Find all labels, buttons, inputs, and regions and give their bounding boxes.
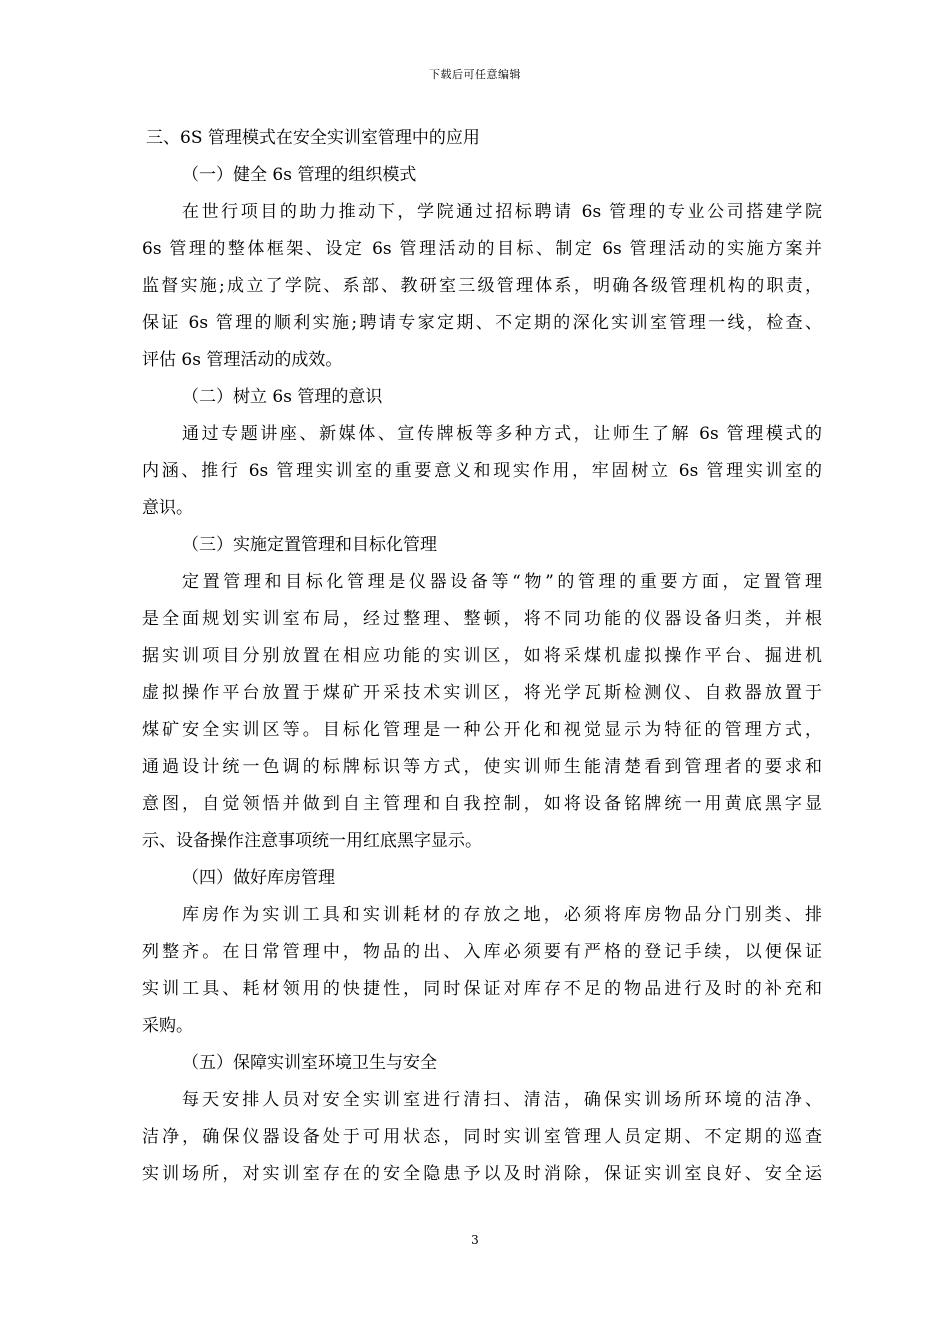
subsection-5 <box>142 1045 822 1193</box>
subsection-1 <box>142 157 822 379</box>
text-line: 库房作为实训工具和实训耗材的存放之地，必须将库房物品分门别类、排 <box>182 905 822 925</box>
subsection-3 <box>142 527 822 860</box>
document-body <box>142 120 822 1193</box>
text-line: 意图，自觉领悟并做到自主管理和自我控制，如将设备铭牌统一用黄底黑字显 <box>142 794 822 814</box>
text-line: 每天安排人员对安全实训室进行清扫、清洁，确保实训场所环境的洁净、 <box>182 1090 822 1110</box>
text-line: 保证 6s 管理的顺利实施;聘请专家定期、不定期的深化实训室管理一线，检查、 <box>142 313 822 333</box>
subsection-heading: （三）实施定置管理和目标化管理 <box>182 535 437 555</box>
subsection-4 <box>142 860 822 1045</box>
page-header: 下载后可任意编辑 <box>429 68 521 81</box>
page-number: 3 <box>471 1233 479 1247</box>
subsection-heading: （五）保障实训室环境卫生与安全 <box>182 1053 437 1073</box>
text-line: 示、设备操作注意事项统一用红底黑字显示。 <box>142 831 482 851</box>
section-title: 三、6S 管理模式在安全实训室管理中的应用 <box>146 128 480 148</box>
text-line: 评估 6s 管理活动的成效。 <box>142 350 343 370</box>
subsection-heading: （一）健全 6s 管理的组织模式 <box>182 165 417 185</box>
paragraph <box>142 564 822 860</box>
text-line: 洁净，确保仪器设备处于可用状态，同时实训室管理人员定期、不定期的巡查 <box>142 1127 822 1147</box>
paragraph <box>142 897 822 1045</box>
paragraph <box>142 1082 822 1193</box>
text-line: 内涵、推行 6s 管理实训室的重要意义和现实作用，牢固树立 6s 管理实训室的 <box>142 461 822 481</box>
paragraph <box>142 416 822 527</box>
text-line: 监督实施;成立了学院、系部、教研室三级管理体系，明确各级管理机构的职责， <box>142 276 822 296</box>
text-line: 实训工具、耗材领用的快捷性，同时保证对库存不足的物品进行及时的补充和 <box>142 979 822 999</box>
text-line: 据实训项目分别放置在相应功能的实训区，如将采煤机虚拟操作平台、掘进机 <box>142 646 822 666</box>
text-line: 是全面规划实训室布局，经过整理、整顿，将不同功能的仪器设备归类，并根 <box>142 609 822 629</box>
subsection-heading: （二）树立 6s 管理的意识 <box>182 387 383 407</box>
text-line: 通過设计统一色调的标牌标识等方式，使实训师生能清楚看到管理者的要求和 <box>142 757 822 777</box>
subsection-2 <box>142 379 822 527</box>
text-line: 6s 管理的整体框架、设定 6s 管理活动的目标、制定 6s 管理活动的实施方案并 <box>142 239 822 259</box>
text-line: 在世行项目的助力推动下，学院通过招标聘请 6s 管理的专业公司搭建学院 <box>182 202 822 222</box>
subsection-heading: （四）做好库房管理 <box>182 868 335 888</box>
text-line: 实训场所，对实训室存在的安全隐患予以及时消除，保证实训室良好、安全运 <box>142 1164 822 1184</box>
text-line: 通过专题讲座、新媒体、宣传牌板等多种方式，让师生了解 6s 管理模式的 <box>182 424 822 444</box>
text-line: 意识。 <box>142 498 193 518</box>
paragraph <box>142 194 822 379</box>
text-line: 虚拟操作平台放置于煤矿开采技术实训区，将光学瓦斯检测仪、自救器放置于 <box>142 683 822 703</box>
text-line: 列整齐。在日常管理中，物品的出、入库必须要有严格的登记手续，以便保证 <box>142 942 822 962</box>
text-line: 采购。 <box>142 1016 193 1036</box>
text-line: 定置管理和目标化管理是仪器设备等“物”的管理的重要方面，定置管理 <box>182 572 822 592</box>
text-line: 煤矿安全实训区等。目标化管理是一种公开化和视觉显示为特征的管理方式， <box>142 720 822 740</box>
